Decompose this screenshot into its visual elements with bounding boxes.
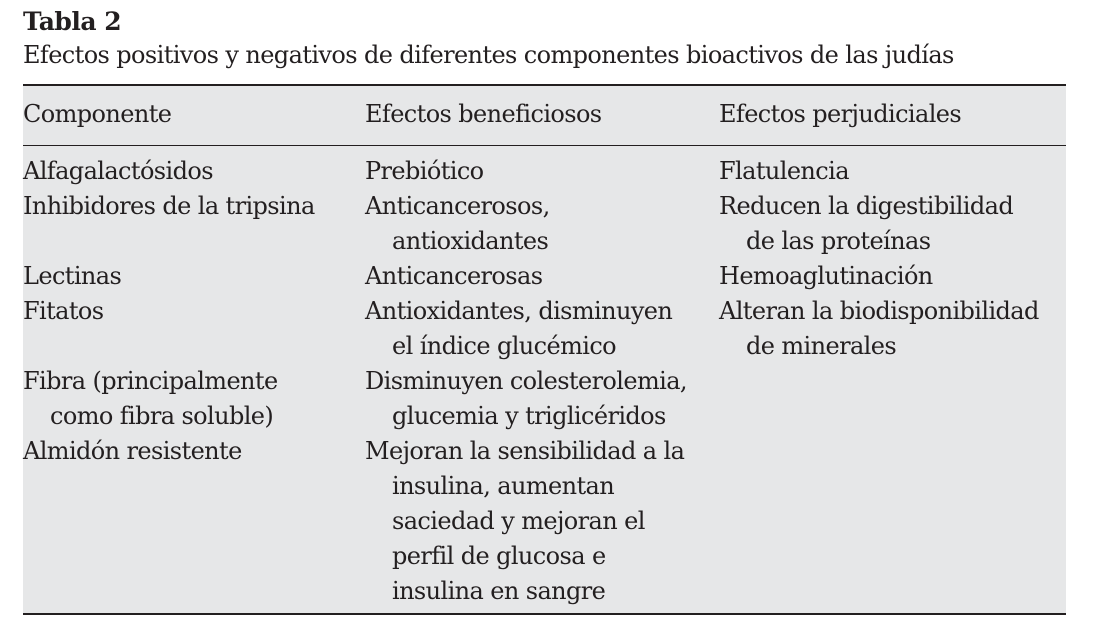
cell-line: Alfagalactósidos [23,157,213,185]
cell-line: Lectinas [23,262,122,290]
cell-line: Reducen la digestibilidad [719,192,1014,220]
cell-line: como fibra soluble) [50,402,274,430]
cell-componente [23,154,213,189]
cell-line: Anticancerosos, [365,192,550,220]
column-header-componente: Componente [23,100,172,128]
cell-beneficiosos [365,294,672,364]
cell-componente [23,189,315,224]
table-row [23,189,1066,259]
cell-line: Fibra (principalmente [23,367,278,395]
cell-perjudiciales [719,259,933,294]
cell-perjudiciales [719,189,1013,259]
cell-line: insulina en sangre [392,577,606,605]
table-label: Tabla 2 [23,7,122,36]
cell-beneficiosos [365,154,484,189]
table-bottom-rule [23,613,1066,615]
cell-line: glucemia y triglicéridos [392,402,666,430]
table-title: Efectos positivos y negativos de diferentes componentes bioactivos de las judías [23,41,954,69]
table-row [23,259,1066,294]
column-header-beneficiosos: Efectos beneficiosos [365,100,602,128]
cell-line: Almidón resistente [23,437,242,465]
cell-line: Antioxidantes, disminuyen [365,297,673,325]
table-body [23,154,1066,609]
cell-line: Disminuyen colesterolemia, [365,367,687,395]
table-row [23,294,1066,364]
cell-line: saciedad y mejoran el [392,507,645,535]
cell-line: Anticancerosas [365,262,543,290]
column-header-perjudiciales: Efectos perjudiciales [719,100,962,128]
cell-componente [23,294,104,329]
cell-line: Mejoran la sensibilidad a la [365,437,685,465]
cell-beneficiosos [365,434,684,609]
table-row [23,364,1066,434]
cell-perjudiciales [719,294,1039,364]
cell-beneficiosos [365,364,687,434]
cell-line: de minerales [746,332,897,360]
cell-line: el índice glucémico [392,332,617,360]
cell-beneficiosos [365,189,550,259]
cell-line: Fitatos [23,297,104,325]
table-row [23,434,1066,609]
cell-line: perfil de glucosa e [392,542,606,570]
cell-line: Prebiótico [365,157,484,185]
cell-line: de las proteínas [746,227,931,255]
cell-line: Hemoaglutinación [719,262,933,290]
cell-line: insulina, aumentan [392,472,615,500]
cell-perjudiciales [719,154,849,189]
table-row [23,154,1066,189]
cell-beneficiosos [365,259,542,294]
cell-line: antioxidantes [392,227,549,255]
cell-line: Inhibidores de la tripsina [23,192,315,220]
cell-line: Flatulencia [719,157,849,185]
cell-line: Alteran la biodisponibilidad [719,297,1039,325]
cell-componente [23,259,121,294]
table-block [23,6,1066,605]
cell-componente [23,364,278,434]
cell-componente [23,434,242,469]
